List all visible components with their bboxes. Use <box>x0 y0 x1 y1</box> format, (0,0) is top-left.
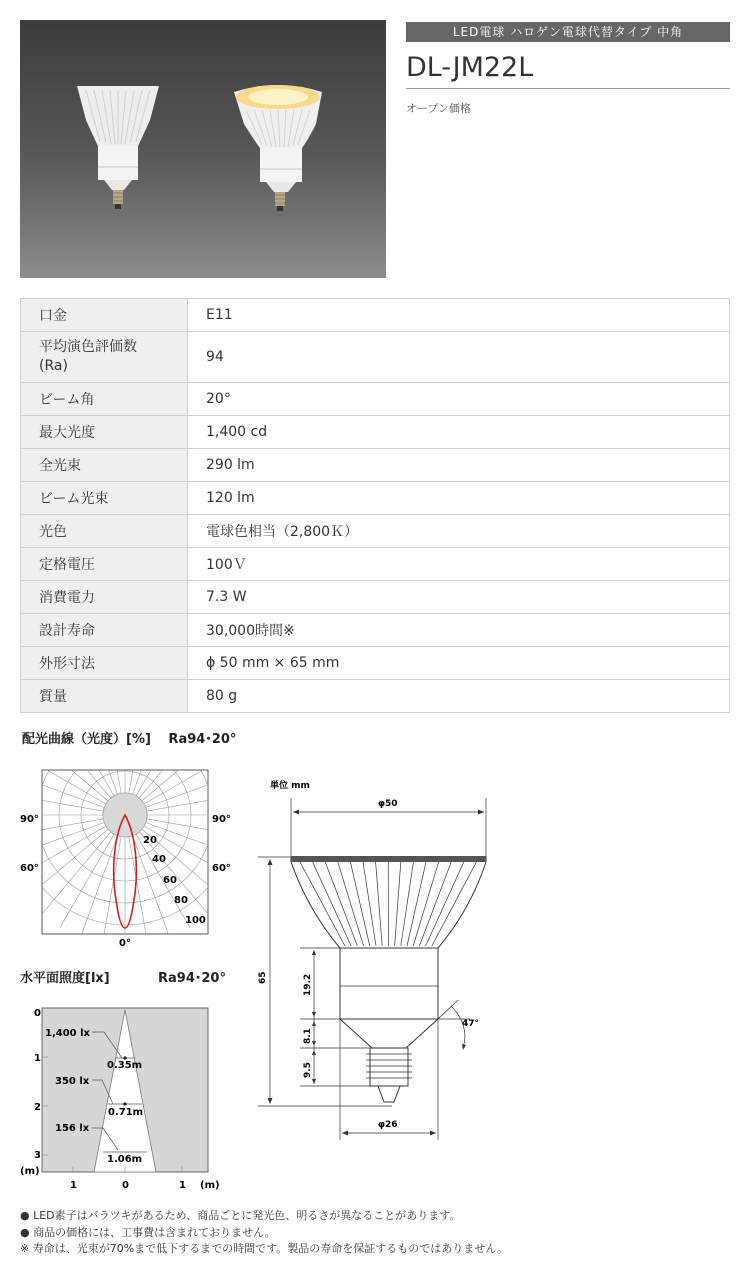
angle-label-right-60: 60° <box>212 863 231 874</box>
spec-value: 100Ｖ <box>188 548 730 581</box>
y-tick: 3 <box>34 1150 41 1161</box>
lamp-neck <box>340 1019 438 1048</box>
angle-label-0: 0° <box>119 938 131 949</box>
price-label: オープン価格 <box>406 102 472 115</box>
spec-value: 1,400 cd <box>188 416 730 449</box>
spec-value: 94 <box>188 332 730 383</box>
base-height: 9.5 <box>303 1062 313 1078</box>
illuminance-ra: Ra94･20° <box>158 971 226 986</box>
y-tick: 2 <box>34 1102 41 1113</box>
spec-label: 口金 <box>21 299 188 332</box>
angle-label-right-90: 90° <box>212 814 231 825</box>
model-number: DL-JM22L <box>406 52 534 83</box>
lux-label: 156 lx <box>55 1123 90 1134</box>
note-item: ● 商品の価格には、工事費は含まれておりません。 <box>20 1225 276 1239</box>
spec-label: 全光束 <box>21 449 188 482</box>
notes <box>20 1208 508 1258</box>
y-tick: 0 <box>34 1008 41 1019</box>
polar-chart-title: 配光曲線（光度）[%] Ra94･20° <box>22 732 237 747</box>
x-tick: 0 <box>122 1180 129 1191</box>
x-unit: (m) <box>200 1180 220 1191</box>
reflector-rim <box>291 856 486 862</box>
spec-label: 定格電圧 <box>21 548 188 581</box>
ring-label: 100 <box>185 915 206 926</box>
ring-label: 40 <box>152 854 166 865</box>
lux-label: 1,400 lx <box>45 1028 90 1039</box>
spec-label: 外形寸法 <box>21 647 188 680</box>
unit-label: 単位 mm <box>270 781 310 791</box>
spec-value: 120 lm <box>188 482 730 515</box>
spec-label: ビーム光束 <box>21 482 188 515</box>
dimension-drawing <box>258 779 486 1140</box>
category-label: LED電球 ハロゲン電球代替タイプ 中角 <box>406 22 730 42</box>
top-diameter: φ50 <box>378 799 398 809</box>
ring-label: 20 <box>143 835 157 846</box>
illuminance-chart <box>20 1008 220 1191</box>
spec-label: 消費電力 <box>21 581 188 614</box>
x-tick: 1 <box>179 1180 186 1191</box>
spec-label: 光色 <box>21 515 188 548</box>
neck-height: 8.1 <box>303 1028 313 1044</box>
neck-angle: 47° <box>462 1019 480 1029</box>
illuminance-title: 水平面照度[lx] <box>20 971 110 986</box>
diameter-label: 1.06m <box>107 1154 143 1165</box>
lux-label: 350 lx <box>55 1076 90 1087</box>
ring-label: 60 <box>163 875 177 886</box>
angle-label-left-90: 90° <box>20 814 39 825</box>
lamp-body <box>340 948 438 1019</box>
spec-label: 質量 <box>21 680 188 713</box>
y-tick: 1 <box>34 1053 41 1064</box>
spec-label-text: 平均演色評価数 (Ra) <box>39 339 137 374</box>
spec-value: 290 lm <box>188 449 730 482</box>
body-height: 19.2 <box>303 973 313 996</box>
diameter-label: 0.71m <box>108 1107 144 1118</box>
spec-label: 最大光度 <box>21 416 188 449</box>
spec-value: ϕ 50 mm × 65 mm <box>188 647 730 680</box>
bottom-diameter: φ26 <box>378 1120 398 1130</box>
spec-value: 30,000時間※ <box>188 614 730 647</box>
diameter-label: 0.35m <box>107 1060 143 1071</box>
spec-value: 20° <box>188 383 730 416</box>
angle-label-left-60: 60° <box>20 863 39 874</box>
spec-value: E11 <box>188 299 730 332</box>
spec-label: ビーム角 <box>21 383 188 416</box>
spec-label: 設計寿命 <box>21 614 188 647</box>
y-unit: (m) <box>20 1166 40 1177</box>
x-tick: 1 <box>70 1180 77 1191</box>
spec-value: 80 g <box>188 680 730 713</box>
spec-value: 7.3 W <box>188 581 730 614</box>
polar-chart <box>0 685 255 949</box>
note-item: ※ 寿命は、光束が70%まで低下するまでの時間です。製品の寿命を保証するものではありません。 <box>20 1242 508 1255</box>
note-item: ● LED素子はバラツキがあるため、商品ごとに発光色、明るさが異なることがあります。 <box>20 1209 461 1222</box>
height-dimension: 65 <box>258 971 268 984</box>
ring-label: 80 <box>174 895 188 906</box>
spec-value: 電球色相当（2,800Ｋ） <box>188 515 730 548</box>
